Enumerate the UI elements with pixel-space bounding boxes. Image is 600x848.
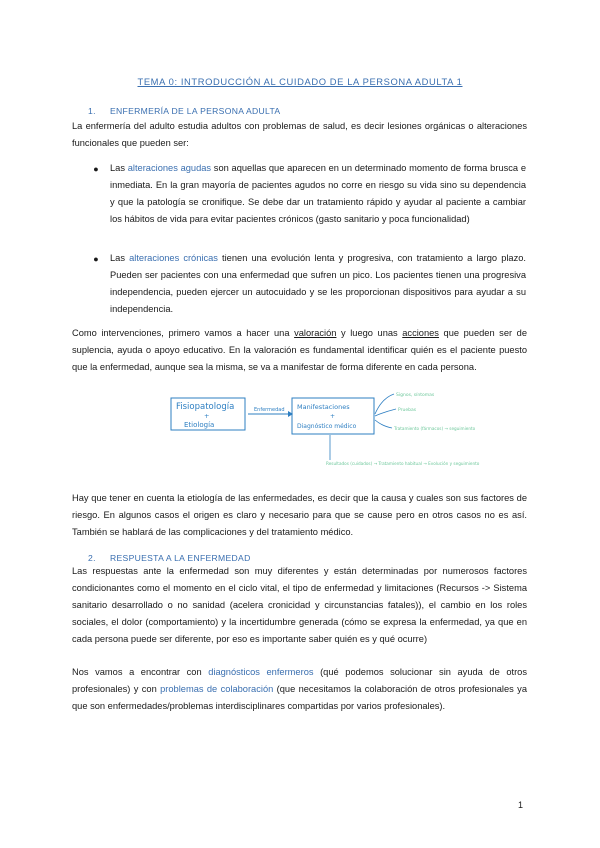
interventions-paragraph xyxy=(72,325,527,376)
diagram-branch1: Signos, síntomas xyxy=(396,393,435,398)
bullet-chronic-pre: Las xyxy=(110,253,130,263)
diagram-branch3-line xyxy=(375,420,392,428)
document-title: TEMA 0: INTRODUCCIÓN AL CUIDADO DE LA PERSONA ADULTA 1 xyxy=(137,76,463,87)
acute-highlight: alteraciones agudas xyxy=(127,163,212,173)
diagram-left-line2: + xyxy=(204,412,210,420)
diagram-branch2: Pruebas xyxy=(398,408,417,413)
nursing-diagnoses-term: diagnósticos enfermeros xyxy=(208,667,314,677)
bullet-acute-post: son aquellas que aparecen en un determinado momento de forma brusca e inmediata. En la gran mayoría de pacientes agudos no corre en riesgo su vida sino su dependencia y que la patología se cronifique. Se debe dar un tratamiento rápido y ayudar al paciente a cambiar los hábitos de vida para evitar pacientes crónicos (gasto sanitario y poca funcionalidad) xyxy=(110,163,526,224)
bullet-icon: ● xyxy=(93,254,99,264)
diagram-branch2-line xyxy=(375,409,396,416)
acciones-term: acciones xyxy=(402,328,439,338)
diagram-right-line3: Diagnóstico médico xyxy=(297,423,357,430)
bullet-chronic xyxy=(110,250,526,318)
chronic-highlight: alteraciones crónicas xyxy=(129,253,218,263)
diagram-left-line1: Fisiopatología xyxy=(176,402,235,412)
valoracion-term: valoración xyxy=(294,328,337,338)
response-paragraph: Las respuestas ante la enfermedad son muy diferentes y están determinadas por numerosos factores condicionantes como el momento en el ciclo vital, el tipo de enfermedad y limitaciones (Recursos -> Sistema sanitario desarrollado o no sanidad (acelera cronicidad y circunstancias fatales)), el cambio en los roles sociales, el dolor (comportamiento) y la incertidumbre generada (cómo se expresa la enfermedad, ya que en cada persona puede ser diferente, por eso es importante saber quién es y qué ocurre) xyxy=(72,566,527,644)
section-2-number: 2. xyxy=(88,553,96,563)
diagram-right-line1: Manifestaciones xyxy=(297,403,350,411)
section-1-title: ENFERMERÍA DE LA PERSONA ADULTA xyxy=(110,106,281,116)
diagram-arrow-label: Enfermedad xyxy=(254,407,285,413)
collaboration-problems-term: problemas de colaboración xyxy=(160,684,274,694)
diagram-bottom-note: Resultados (cuidados) → Tratamiento habitual → Evolución y seguimiento xyxy=(326,461,480,466)
interventions-p3: que pueden ser de suplencia, ayuda o apoyo educativo. En la valoración es fundamental identificar quién es el paciente puesto que la enfermedad, aunque sea la misma, se va a manifestar de forma diferente en cada persona. xyxy=(72,328,527,372)
diagram-branch1-line xyxy=(375,394,394,414)
etiology-paragraph: Hay que tener en cuenta la etiología de las enfermedades, es decir que la causa y cuales son sus factores de riesgo. En algunos casos el origen es claro y necesario para que se cause pero en otros casos no es así. También se hablará de las complicaciones y del tratamiento médico. xyxy=(72,493,527,537)
bullet-icon: ● xyxy=(93,164,99,174)
bullet-acute-pre: Las xyxy=(110,163,128,173)
diagnoses-p1: Nos vamos a encontrar con xyxy=(72,667,209,677)
diagram-branch3: Tratamiento (fármacos) → seguimiento xyxy=(394,426,476,431)
section-1-number: 1. xyxy=(88,106,96,116)
diagnoses-p3: (que necesitamos la colaboración de otros profesionales ya que son enfermedades/problemas interdisciplinares compartidas por varios profesionales). xyxy=(72,684,527,711)
diagnoses-p2: (qué podemos solucionar sin ayuda de otros profesionales) y con xyxy=(72,667,527,694)
diagram-left-line3: Etiología xyxy=(184,421,215,429)
interventions-p2: y luego unas xyxy=(336,328,403,338)
diagram-right-line2: + xyxy=(330,413,336,420)
section-2-title: RESPUESTA A LA ENFERMEDAD xyxy=(110,553,251,563)
handwritten-diagram xyxy=(170,390,480,472)
section-2-heading xyxy=(88,553,251,563)
section-1-heading xyxy=(88,106,280,116)
page-number: 1 xyxy=(518,800,524,810)
bullet-acute xyxy=(110,160,526,228)
bullet-chronic-post: tienen una evolución lenta y progresiva, con tratamiento a largo plazo. Pueden ser pacientes con una enfermedad que sufren un pico. Los pacientes tienen una progresiva independencia, pueden ejercer un autocuidado y se les proporcionan dispositivos para ayudar a su independencia. xyxy=(110,253,526,314)
section-1-intro: La enfermería del adulto estudia adultos con problemas de salud, es decir lesiones orgánicas o alteraciones funcionales que pueden ser: xyxy=(72,121,527,148)
diagnoses-paragraph xyxy=(72,664,527,715)
interventions-p1: Como intervenciones, primero vamos a hacer una xyxy=(72,328,295,338)
